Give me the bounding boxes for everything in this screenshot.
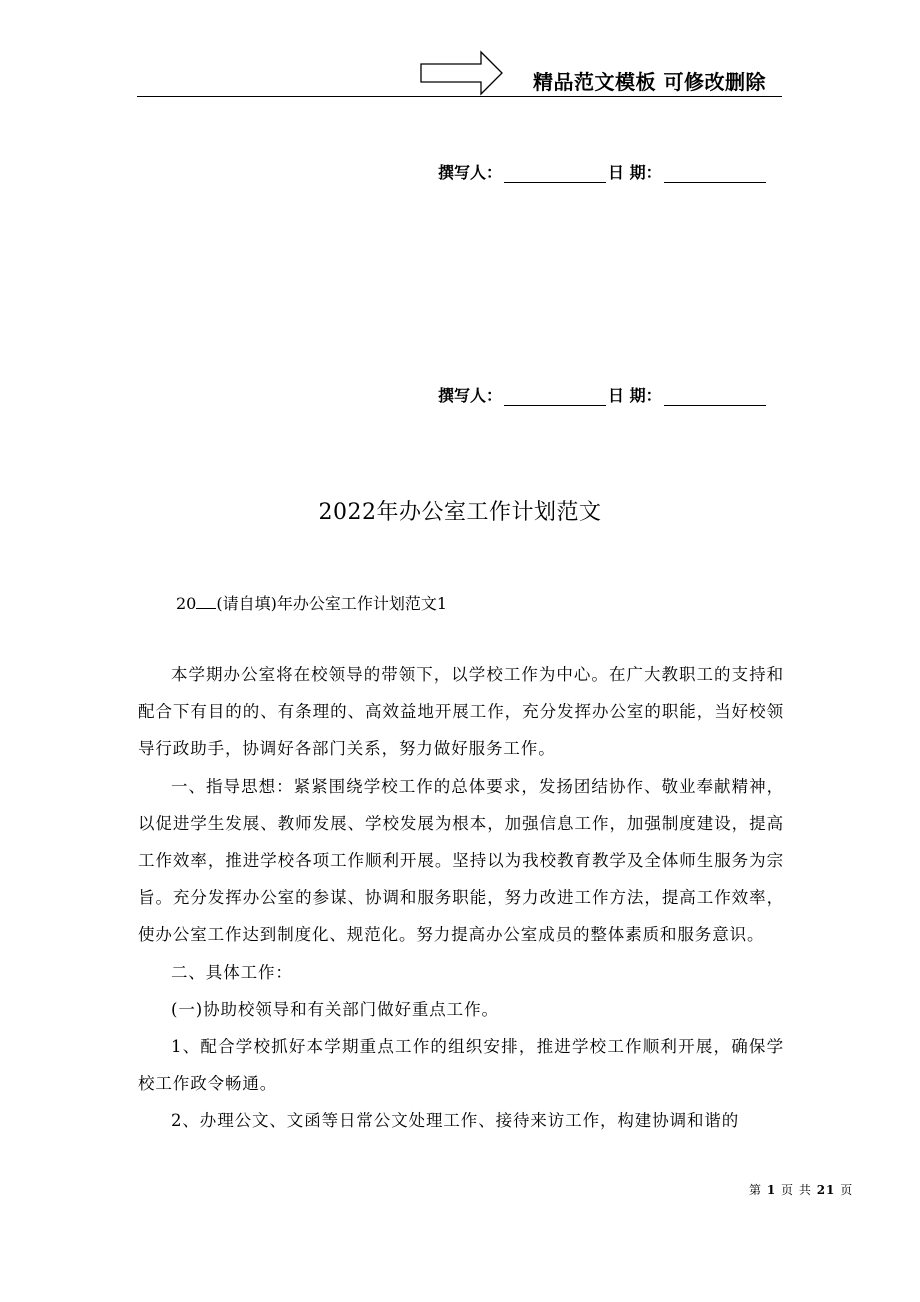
paragraph: 1、配合学校抓好本学期重点工作的组织安排，推进学校工作顺利开展，确保学校工作政令畅通。 [138,1037,784,1094]
document-body [138,656,784,1140]
page-footer [749,1181,853,1198]
date-label: 日 期： [608,163,662,182]
year-blank [196,594,216,609]
page-middle: 页 共 [781,1183,812,1197]
author-label: 撰写人： [438,386,503,405]
signature-line [438,160,768,183]
current-page: 1 [766,1183,777,1197]
document-subtitle [176,591,447,614]
arrow-icon [420,50,504,96]
author-blank [504,164,606,183]
subtitle-text: (请自填)年办公室工作计划范文1 [216,594,448,613]
page-suffix: 页 [840,1183,854,1197]
signature-line [438,383,768,406]
paragraph: 2、办理公文、文函等日常公文处理工作、接待来访工作，构建协调和谐的 [171,1111,740,1131]
header-banner: 精品范文模板 可修改删除 [533,70,766,94]
date-label: 日 期： [608,386,662,405]
paragraph: 二、具体工作： [171,962,293,982]
paragraph: 本学期办公室将在校领导的带领下，以学校工作为中心。在广大教职工的支持和配合下有目的的、有条理的、高效益地开展工作，充分发挥办公室的职能，当好校领导行政助手，协调好各部门关系，努力做好服务工作。 [138,665,784,759]
total-pages: 21 [816,1183,836,1197]
paragraph: 一、指导思想：紧紧围绕学校工作的总体要求，发扬团结协作、敬业奉献精神，以促进学生发展、教师发展、学校发展为根本，加强信息工作，加强制度建设，提高工作效率，推进学校各项工作顺利开展。坚持以为我校教育教学及全体师生服务为宗旨。充分发挥办公室的参谋、协调和服务职能，努力改进工作方法，提高工作效率，使办公室工作达到制度化、规范化。努力提高办公室成员的整体素质和服务意识。 [138,776,784,945]
author-label: 撰写人： [438,163,503,182]
author-blank [504,387,606,406]
document-title: 2022年办公室工作计划范文 [318,500,602,525]
paragraph: (一)协助校领导和有关部门做好重点工作。 [171,999,499,1019]
header-divider [137,96,782,97]
date-blank [664,387,766,406]
date-blank [664,164,766,183]
page-prefix: 第 [749,1183,763,1197]
subtitle-prefix: 20 [176,594,197,613]
